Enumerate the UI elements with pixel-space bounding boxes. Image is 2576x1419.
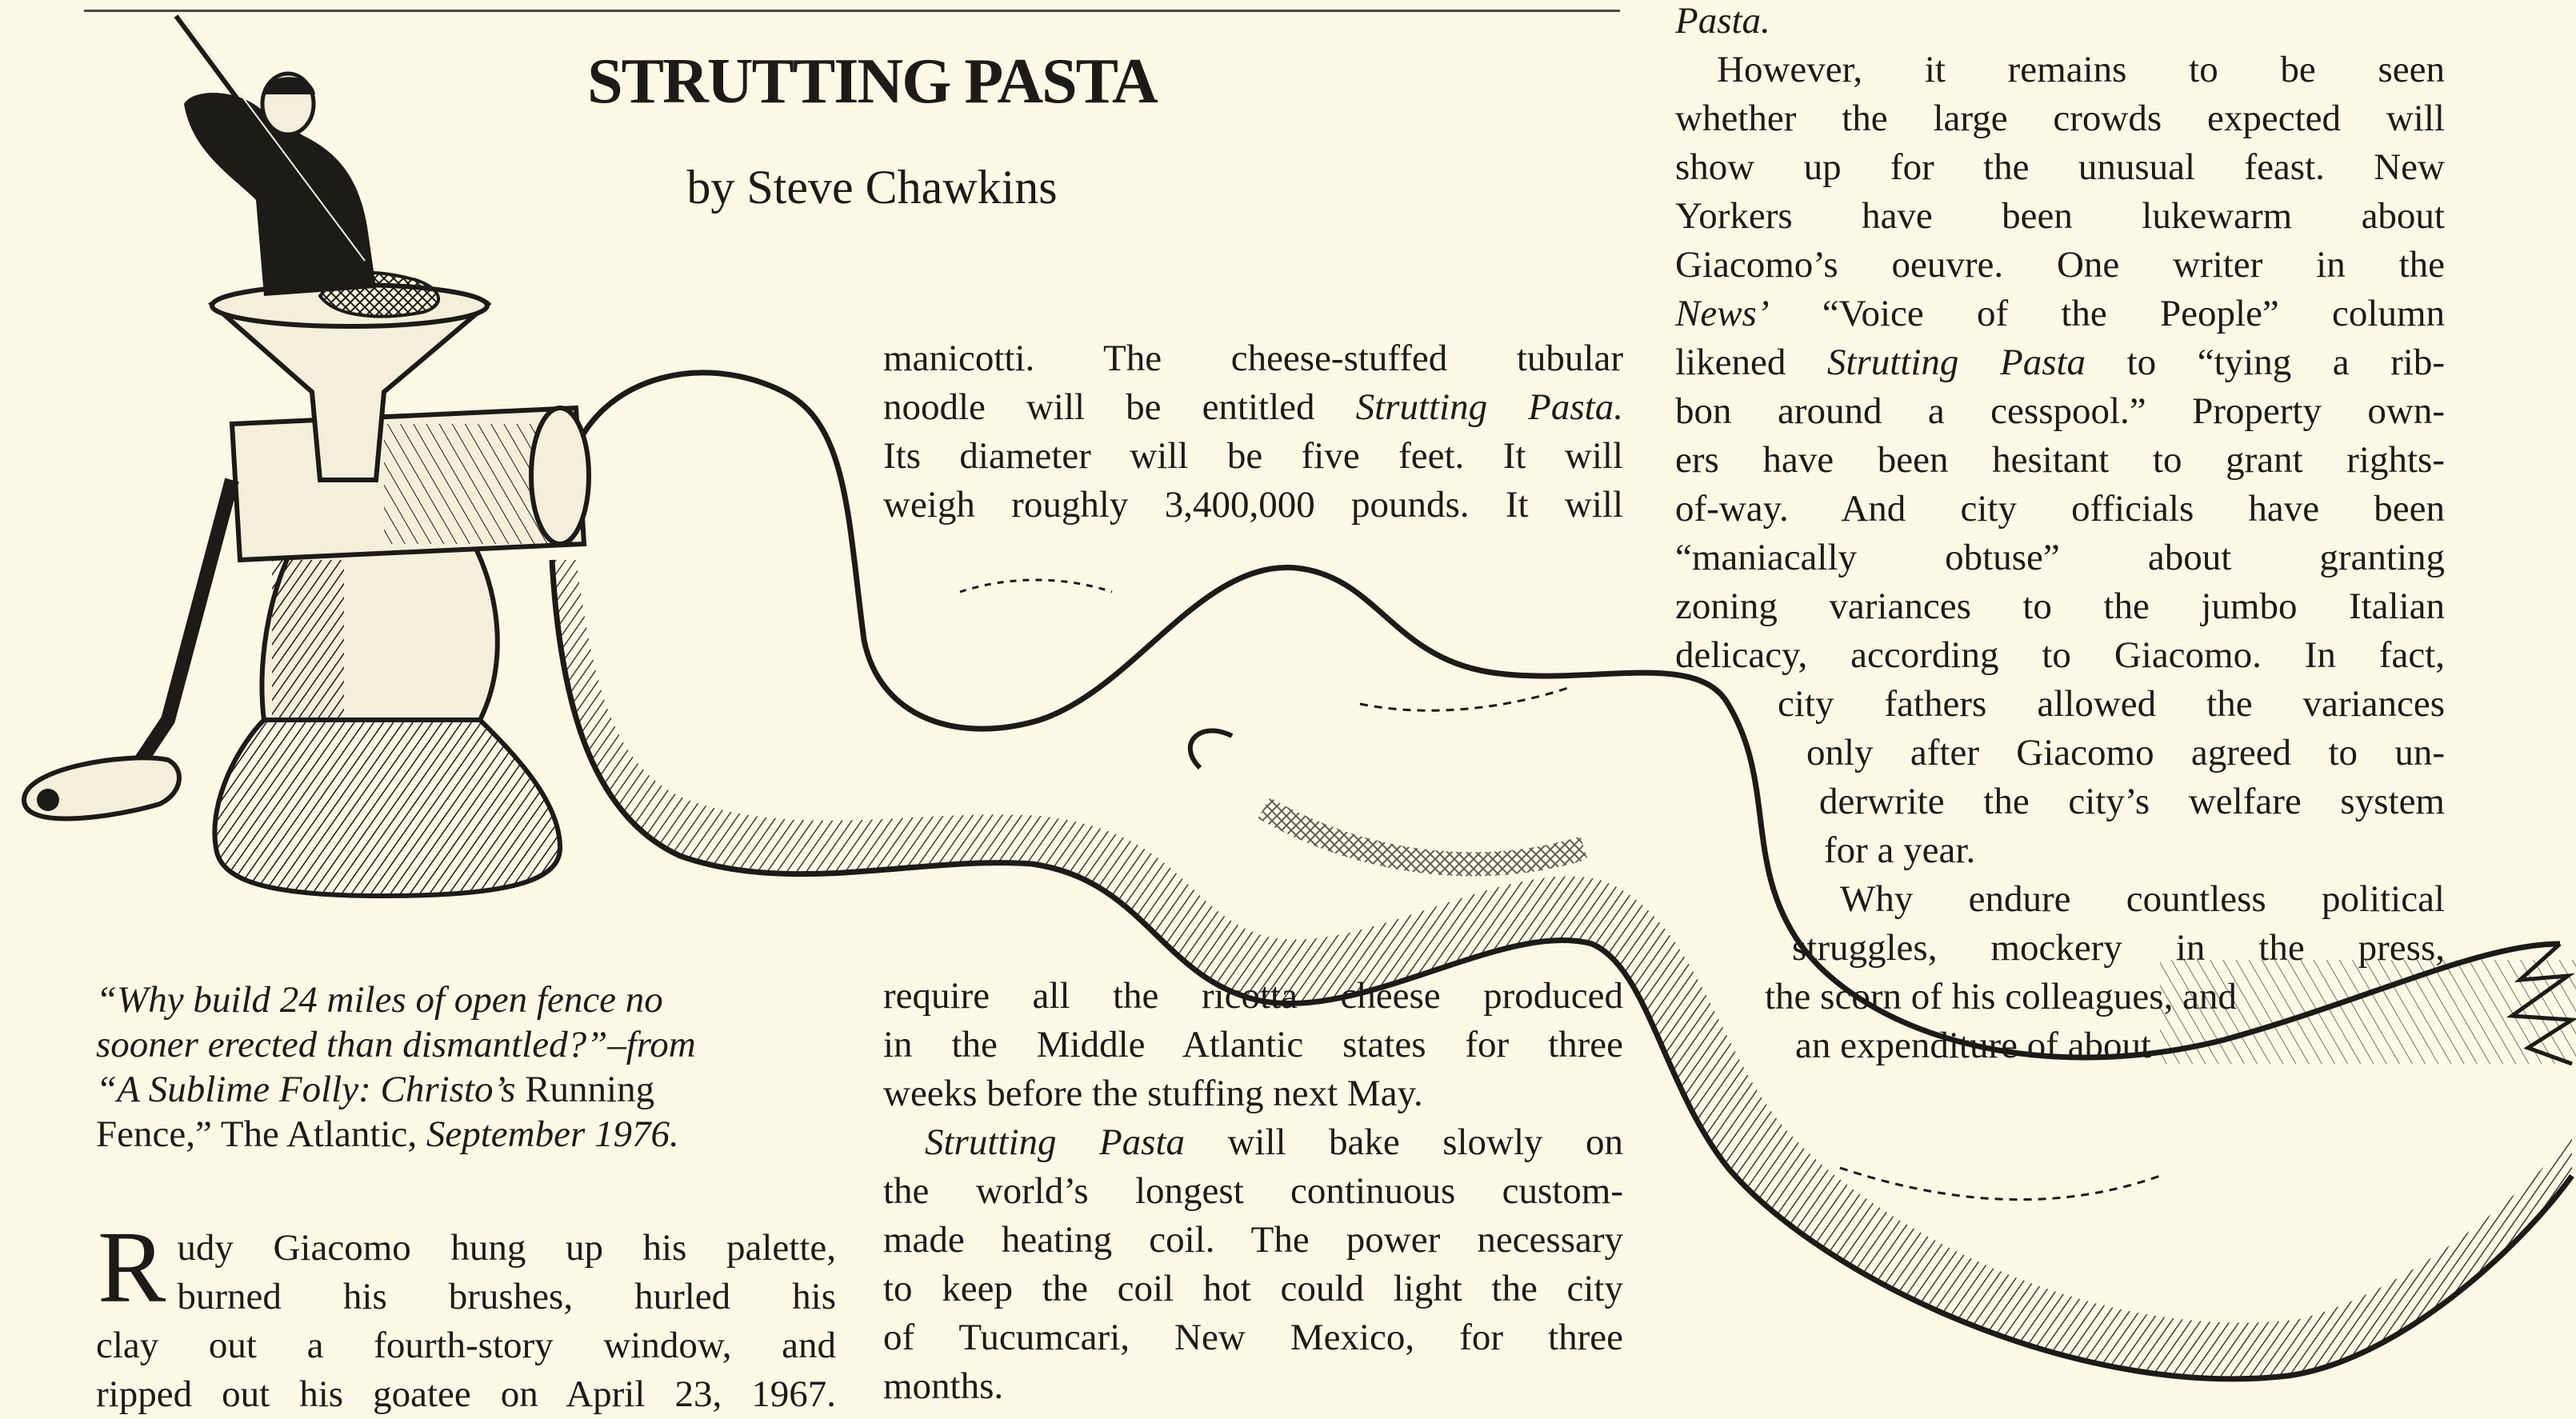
text-line: the scorn of his colleagues, and xyxy=(1765,976,2237,1017)
text-line: struggles, mockery in the press, xyxy=(1792,927,2445,969)
text-line: manicotti. The cheese-stuffed tubular xyxy=(883,338,1623,379)
text-line: Giacomo’s oeuvre. One writer in the xyxy=(1675,244,2445,286)
text-line: Yorkers have been lukewarm about xyxy=(1675,195,2445,237)
text-line: the world’s longest continuous custom- xyxy=(883,1170,1623,1212)
column-left-body xyxy=(96,1210,836,1419)
text-line: zoning variances to the jumbo Italian xyxy=(1675,586,2445,627)
byline: by Steve Chawkins xyxy=(686,161,1058,214)
text-line: bon around a cesspool.” Property own- xyxy=(1675,390,2445,432)
text-line: show up for the unusual feast. New xyxy=(1675,146,2445,188)
text-line: ers have been hesitant to grant rights- xyxy=(1675,439,2445,481)
text-line: for a year. xyxy=(1824,829,1976,871)
text-line: made heating coil. The power necessary xyxy=(883,1219,1623,1261)
text-line: of Tucumcari, New Mexico, for three xyxy=(883,1317,1623,1358)
text-line: in the Middle Atlantic states for three xyxy=(883,1024,1623,1065)
article-title: STRUTTING PASTA xyxy=(587,46,1157,117)
text-line: only after Giacomo agreed to un- xyxy=(1806,732,2445,773)
text-line: clay out a fourth-story window, and xyxy=(96,1325,836,1366)
text-line: delicacy, according to Giacomo. In fact, xyxy=(1675,634,2445,676)
text-line: city fathers allowed the variances xyxy=(1778,683,2445,725)
drop-cap: R xyxy=(98,1210,166,1324)
epigraph-caption: “Why build 24 miles of open fence no sooner erected than dismantled?”–from “A Sublime Folly: Christo’s Running Fence,” The Atlantic, September 1976. xyxy=(96,979,696,1155)
text-line: Its diameter will be five feet. It will xyxy=(883,435,1623,477)
column-right xyxy=(1675,0,2445,1070)
text-line: whether the large crowds expected will xyxy=(1675,98,2445,139)
text-line: ripped out his goatee on April 23, 1967. xyxy=(96,1373,836,1415)
column-middle-bottom xyxy=(883,972,1623,1411)
text-line: derwrite the city’s welfare system xyxy=(1819,781,2445,822)
text-line: Why endure countless political xyxy=(1840,878,2445,920)
text-line: likened Strutting Pasta to “tying a rib- xyxy=(1675,342,2446,383)
text-line: udy Giacomo hung up his palette, xyxy=(177,1227,836,1269)
text-line: noodle will be entitled Strutting Pasta. xyxy=(883,386,1623,428)
text-line: of-way. And city officials have been xyxy=(1675,488,2445,530)
text-line: News’ “Voice of the People” column xyxy=(1675,293,2445,334)
text-line: to keep the coil hot could light the city xyxy=(883,1268,1623,1309)
text-line: weeks before the stuffing next May. xyxy=(883,1073,1423,1114)
text-line: months. xyxy=(883,1365,1004,1407)
text-line: weigh roughly 3,400,000 pounds. It will xyxy=(883,484,1623,526)
text-line: “maniacally obtuse” about granting xyxy=(1675,537,2445,578)
column-middle-top xyxy=(883,334,1623,530)
text-line: Strutting Pasta will bake slowly on xyxy=(925,1121,1624,1163)
text-line: However, it remains to be seen xyxy=(1717,49,2445,90)
text-line: burned his brushes, hurled his xyxy=(177,1276,836,1317)
text-line: Pasta. xyxy=(1675,0,1770,42)
text-line: an expenditure of about xyxy=(1795,1025,2152,1066)
text-line: require all the ricotta cheese produced xyxy=(883,975,1623,1017)
